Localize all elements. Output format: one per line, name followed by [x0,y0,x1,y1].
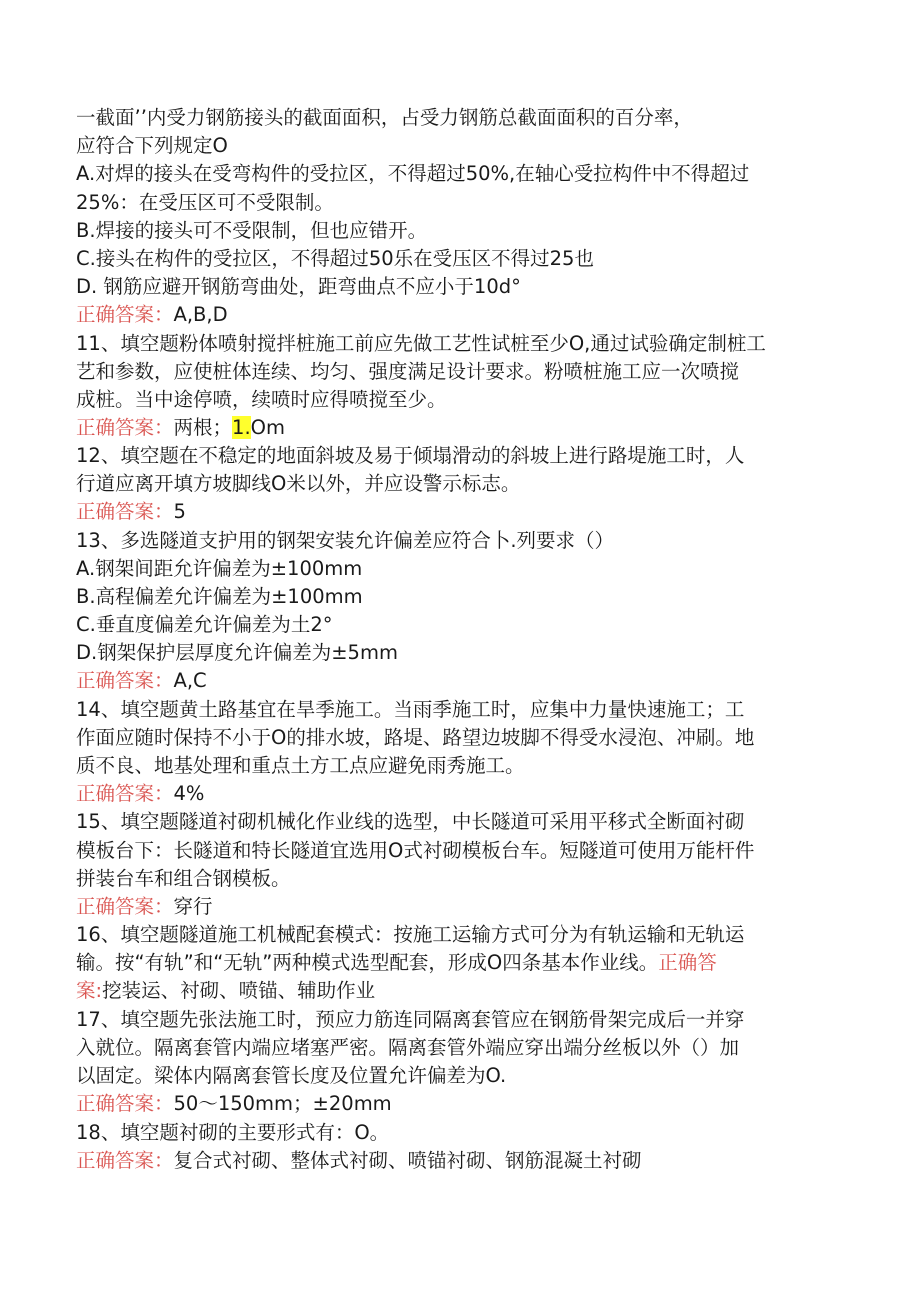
answer-label: 正确答案： [76,669,174,692]
line-text: 作面应随时保持不小于O的排水坡，路堤、路望边坡脚不得受水浸泡、冲刷。地 [76,726,755,749]
text-line [76,1006,744,1034]
line-text: 14、填空题黄土路基宜在旱季施工。当雨季施工时，应集中力量快速施工；工 [76,698,745,721]
line-text: 15、填空题隧道衬砌机械化作业线的选型，中长隧道可采用平移式全断面衬砌 [76,810,745,833]
line-text: 以固定。梁体内隔离套管长度及位置允许偏差为O. [76,1064,507,1087]
answer-line [76,1147,642,1175]
answer-label: 正确答案： [76,416,174,439]
line-text: B.高程偏差允许偏差为±100mm [76,585,363,608]
answer-value: 穿行 [173,895,213,918]
answer-value: 4% [173,782,205,805]
line-text: A.钢架间距允许偏差为±100mm [76,557,363,580]
answer-label: 正确答 [658,951,717,974]
text-line [76,245,594,273]
text-line [76,358,739,386]
answer-line [76,414,285,442]
answer-label: 正确答案： [76,1149,174,1172]
text-line [76,330,766,358]
text-line [76,583,363,611]
line-text: 11、填空题粉体喷射搅拌桩施工前应先做工艺性试桩至少O,通过试验确定制桩工 [76,332,766,355]
answer-line [76,1090,392,1118]
text-line [76,217,427,245]
line-text: C.垂直度偏差允许偏差为土2° [76,613,333,636]
answer-line [76,893,213,921]
line-text: 行道应离开填方坡脚线O米以外，并应设警示标志。 [76,472,521,495]
line-text: 18、填空题衬砌的主要形式有：O。 [76,1121,390,1144]
text-line [76,949,717,977]
answer-label: 正确答案： [76,1092,174,1115]
line-text: 25%：在受压区可不受限制。 [76,191,334,214]
answer-line [76,301,228,329]
text-line [76,611,332,639]
text-line [76,104,693,132]
line-text: 13、多选隧道支护用的钢架安装允许偏差应符合卜.列要求（） [76,529,615,552]
text-line [76,696,744,724]
answer-value: 挖装运、衬砌、喷锚、辅助作业 [102,979,376,1002]
line-text: 16、填空题隧道施工机械配套模式：按施工运输方式可分为有轨运输和无轨运 [76,923,745,946]
text-line [76,386,447,414]
line-text: 成桩。当中途停喷，续喷时应得喷搅至少。 [76,388,447,411]
line-text: 一截面’’内受力钢筋接头的截面面积，占受力钢筋总截面面积的百分率， [76,106,693,129]
text-line [76,865,291,893]
answer-value: A,B,D [173,303,228,326]
answer-label: 正确答案： [76,303,174,326]
text-line [76,273,521,301]
answer-value: 两根； [173,416,233,439]
answer-line [76,498,186,526]
line-text: 12、填空题在不稳定的地面斜坡及易于倾塌滑动的斜坡上进行路堤施工时，人 [76,444,745,467]
text-line [76,724,754,752]
line-text: 入就位。隔离套管内端应堵塞严密。隔离套管外端应穿出端分丝板以外（）加 [76,1036,740,1059]
answer-label: 正确答案： [76,895,174,918]
line-text: C.接头在构件的受拉区，不得超过50乐在受压区不得过25也 [76,247,594,270]
highlighted-text: 1. [232,416,251,439]
line-text: 应符合下列规定O [76,134,228,157]
answer-value: 5 [173,500,186,523]
answer-line [76,977,375,1005]
text-line [76,1119,389,1147]
line-text: 拼装台车和组合钢模板。 [76,867,291,890]
answer-label: 案: [76,979,103,1002]
text-line [76,639,398,667]
text-line [76,132,228,160]
answer-value: 复合式衬砌、整体式衬砌、喷锚衬砌、钢筋混凝土衬砌 [173,1149,642,1172]
answer-line [76,667,207,695]
line-text: A.对焊的接头在受弯构件的受拉区，不得超过50%,在轴心受拉构件中不得超过 [76,162,750,185]
line-text: D.钢架保护层厚度允许偏差为±5mm [76,641,398,664]
answer-value: 50〜150mm；±20mm [173,1092,392,1115]
line-text: D. 钢筋应避开钢筋弯曲处，距弯曲点不应小于10d° [76,275,521,298]
text-line [76,808,744,836]
text-line [76,921,744,949]
text-line [76,1034,739,1062]
line-text: B.焊接的接头可不受限制，但也应错开。 [76,219,428,242]
answer-label: 正确答案： [76,500,174,523]
answer-line [76,780,204,808]
text-line [76,1062,506,1090]
answer-value: A,C [173,669,207,692]
text-line [76,470,520,498]
text-line [76,837,754,865]
text-line [76,752,525,780]
text-line [76,160,749,188]
text-line [76,442,744,470]
line-text: 17、填空题先张法施工时，预应力筋连同隔离套管应在钢筋骨架完成后一并穿 [76,1008,745,1031]
line-text: 质不良、地基处理和重点土方工点应避免雨秀施工。 [76,754,525,777]
answer-label: 正确答案： [76,782,174,805]
answer-value-rest: Om [250,416,285,439]
text-line [76,555,362,583]
text-line [76,189,334,217]
line-text: 艺和参数，应使桩体连续、均匀、强度满足设计要求。粉喷桩施工应一次喷搅 [76,360,740,383]
line-text: 模板台下：长隧道和特长隧道宜选用O式衬砌模板台车。短隧道可使用万能杆件 [76,839,755,862]
text-line [76,527,614,555]
line-text: 输。按“有轨”和“无轨”两种模式选型配套，形成O四条基本作业线。 [76,951,659,974]
